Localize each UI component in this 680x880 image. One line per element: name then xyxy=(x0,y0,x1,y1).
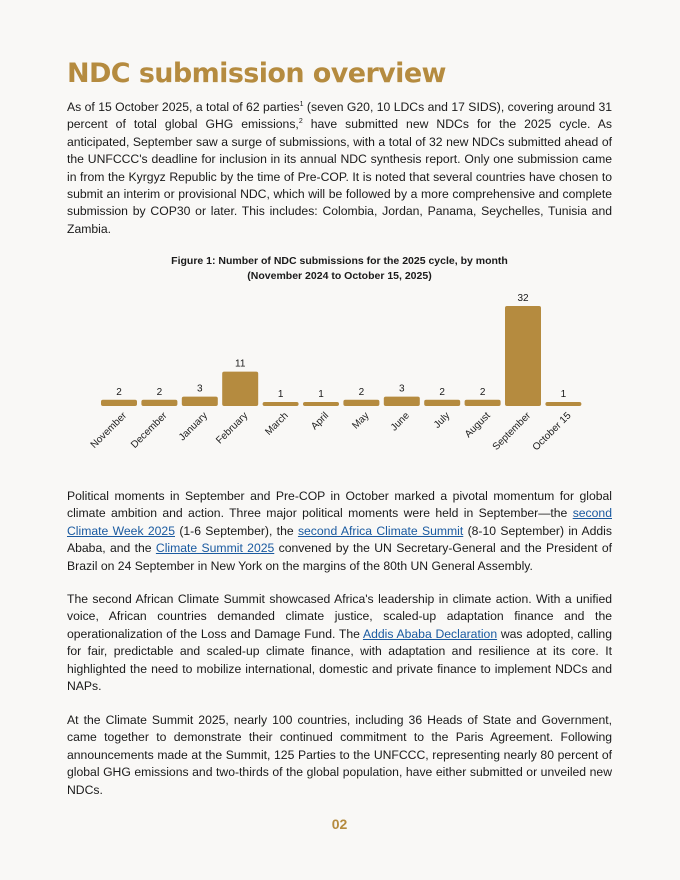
link-second-climate-week[interactable]: second Climate Week 2025 xyxy=(67,506,612,538)
paragraph-africa-summit: The second African Climate Summit showcased Africa's leadership in climate action. With a unified voice, African countries demanded climate justice, scaled-up adaptation finance and the operationalization of the Loss and Damage Fund. The Addis Ababa Declaration was adopted, calling for fair, predictable and scaled-up climate finance, with adaptation and resilience at its core. It highlighted the need to mobilize international, domestic and private finance to implement NDCs and NAPs. xyxy=(67,592,612,694)
link-addis-ababa-declaration[interactable]: Addis Ababa Declaration xyxy=(362,626,498,641)
chart-bar xyxy=(545,402,581,406)
chart-bar xyxy=(505,306,541,406)
bar-value-label: 2 xyxy=(479,386,486,398)
bar-value-label: 1 xyxy=(318,389,324,400)
paragraph-political-moments: Political moments in September and Pre-COP in October marked a pivotal momentum for global climate ambition and action. Three major political moments were held in September—the second Climate Week 2025 (1-6 September), the second Africa Climate Summit (8-10 September) in Addis Ababa, and the Climate Summit 2025 convened by the UN Secretary-General and the President of Brazil on 24 September in New York on the margins of the 80th UN General Assembly. xyxy=(67,489,612,573)
link-second-africa-climate-summit[interactable]: second Africa Climate Summit xyxy=(297,523,464,538)
chart-bar xyxy=(222,372,258,406)
bar-value-label: 1 xyxy=(560,389,567,400)
x-axis-label: April xyxy=(309,410,332,433)
x-axis-label: May xyxy=(350,410,372,432)
bar-chart xyxy=(67,290,612,470)
paragraph-intro: As of 15 October 2025, a total of 62 parties$^1$ (seven G20, 10 LDCs and 17 SIDS), covering around 31 percent of total global GHG emissions,$^2$ have submitted new NDCs for the 2025 cycle. As anticipated, September saw a surge of submissions, with a total of 32 new NDCs submitted ahead of the UNFCCC's deadline for inclusion in its annual NDC synthesis report. Only one submission came in from the Kyrgyz Republic by the time of Pre-COP. It is noted that several countries have chosen to submit an interim or provisional NDC, which will be followed by a more comprehensive and complete submission by COP30 or later. This includes: Colombia, Jordan, Panama, Seychelles, Tunisia and Zambia. xyxy=(67,100,613,236)
x-axis-label: October 15 xyxy=(530,410,574,454)
x-axis-label: August xyxy=(462,410,493,441)
bar-value-label: 11 xyxy=(235,358,246,370)
x-axis-label: January xyxy=(176,410,210,444)
chart-bar xyxy=(263,402,299,406)
chart-bar xyxy=(101,400,137,406)
paragraph-climate-summit: At the Climate Summit 2025, nearly 100 countries, including 36 Heads of State and Government, came together to demonstrate their continued commitment to the Paris Agreement. Following announcements made at the Summit, 125 Parties to the UNFCCC, representing nearly 80 percent of global GHG emissions and two-thirds of the global population, have either submitted or unveiled new NDCs. xyxy=(67,713,612,797)
bar-value-label: 3 xyxy=(197,383,203,395)
bar-value-label: 1 xyxy=(277,389,284,400)
page-number: 02 xyxy=(331,816,348,832)
x-axis-label: June xyxy=(388,410,412,434)
bar-value-label: 2 xyxy=(156,386,163,398)
x-axis-label: July xyxy=(431,410,453,431)
bar-value-label: 2 xyxy=(439,386,445,398)
footnote-ref-2[interactable]: 2 xyxy=(298,118,303,126)
chart-bar xyxy=(303,402,339,406)
x-axis-label: March xyxy=(263,410,291,438)
page-title: NDC submission overview xyxy=(67,58,446,89)
link-climate-summit-2025[interactable]: Climate Summit 2025 xyxy=(155,541,275,556)
chart-bar xyxy=(141,400,177,406)
bar-value-label: 2 xyxy=(116,386,122,398)
chart-bar xyxy=(343,400,379,406)
footnote-ref-1[interactable]: 1 xyxy=(299,101,304,108)
x-axis-label: December xyxy=(129,410,170,451)
chart-bar xyxy=(182,397,218,406)
x-axis-label: February xyxy=(214,410,251,447)
chart-bar xyxy=(384,397,420,406)
chart-bar xyxy=(424,400,460,406)
x-axis-label: September xyxy=(490,410,534,453)
bar-value-label: 32 xyxy=(517,293,529,304)
chart-bar xyxy=(465,400,501,406)
figure-title: Figure 1: Number of NDC submissions for the 2025 cycle, by month (November 2024 to October 15, 2025) xyxy=(171,255,508,282)
bar-value-label: 3 xyxy=(399,383,405,395)
bar-value-label: 2 xyxy=(358,386,365,398)
x-axis-label: November xyxy=(88,410,130,451)
